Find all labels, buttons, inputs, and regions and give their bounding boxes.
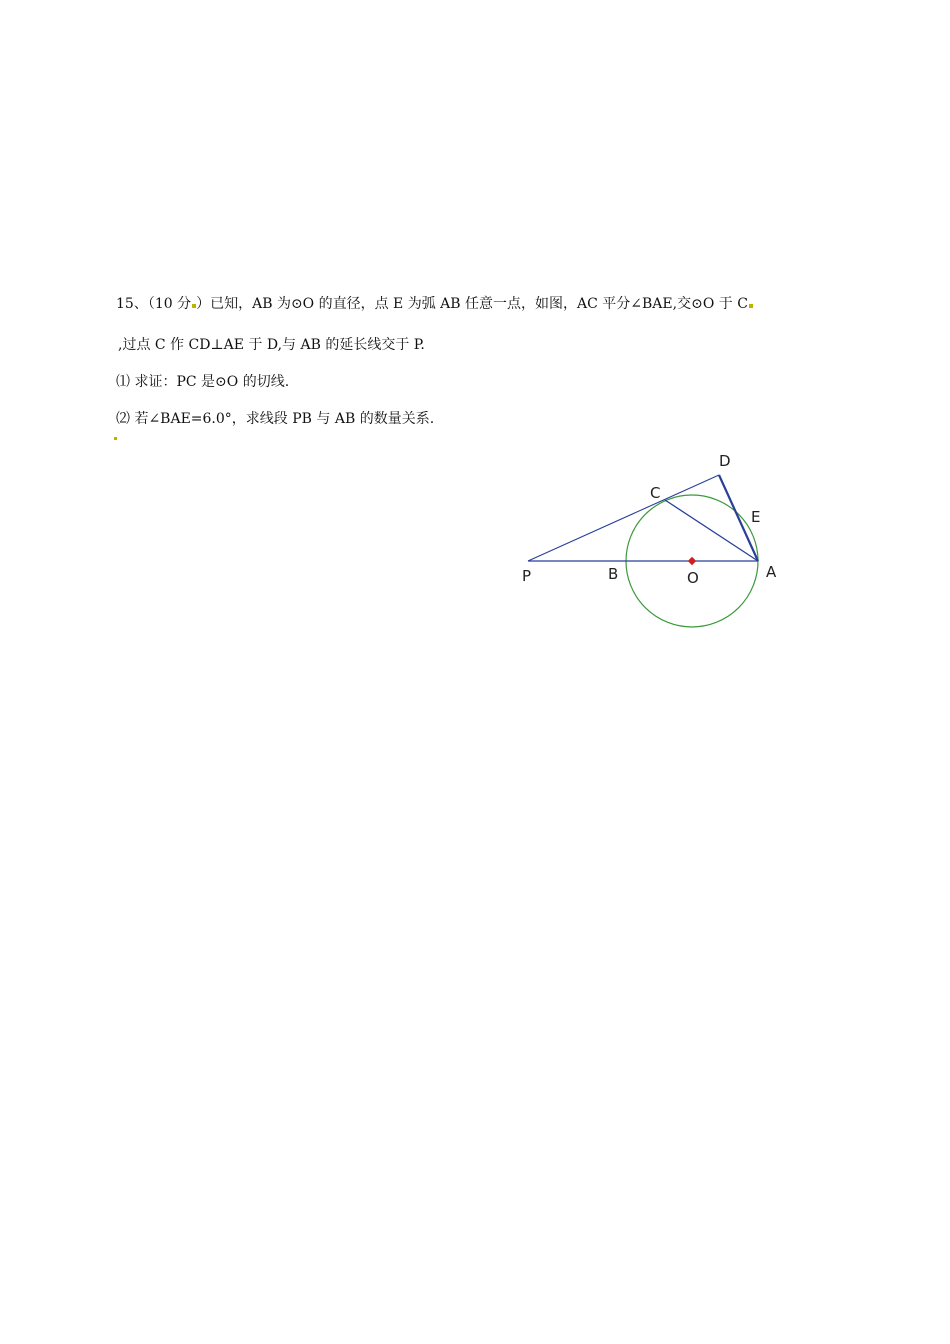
- geometry-figure: [500, 440, 820, 650]
- label-c: C: [650, 484, 661, 502]
- question-stem-line1: [116, 295, 753, 313]
- line-pd: [528, 475, 719, 561]
- edit-mark: [114, 437, 117, 440]
- question-number: 15、: [116, 296, 148, 312]
- label-b: B: [608, 565, 619, 583]
- label-a: A: [766, 563, 777, 581]
- question-score: （10 分: [147, 296, 192, 312]
- question-part-1: ⑴ 求证：PC 是⊙O 的切线.: [116, 374, 290, 390]
- label-p: P: [522, 567, 532, 585]
- question-stem-line2: ,过点 C 作 CD⊥AE 于 D,与 AB 的延长线交于 P.: [118, 337, 425, 353]
- label-d: D: [719, 452, 731, 470]
- figure-svg: [500, 440, 820, 650]
- center-point: [688, 557, 696, 565]
- question-stem-text1: 已知，AB 为⊙O 的直径，点 E 为弧 AB 任意一点，如图，AC 平分∠BAE,交⊙O 于 C: [210, 296, 748, 312]
- label-o: O: [687, 569, 699, 587]
- edit-mark: [749, 304, 753, 308]
- question-score-close: ）: [196, 296, 211, 312]
- label-e: E: [751, 508, 761, 526]
- question-part-2: ⑵ 若∠BAE=6.0°，求线段 PB 与 AB 的数量关系.: [116, 411, 435, 427]
